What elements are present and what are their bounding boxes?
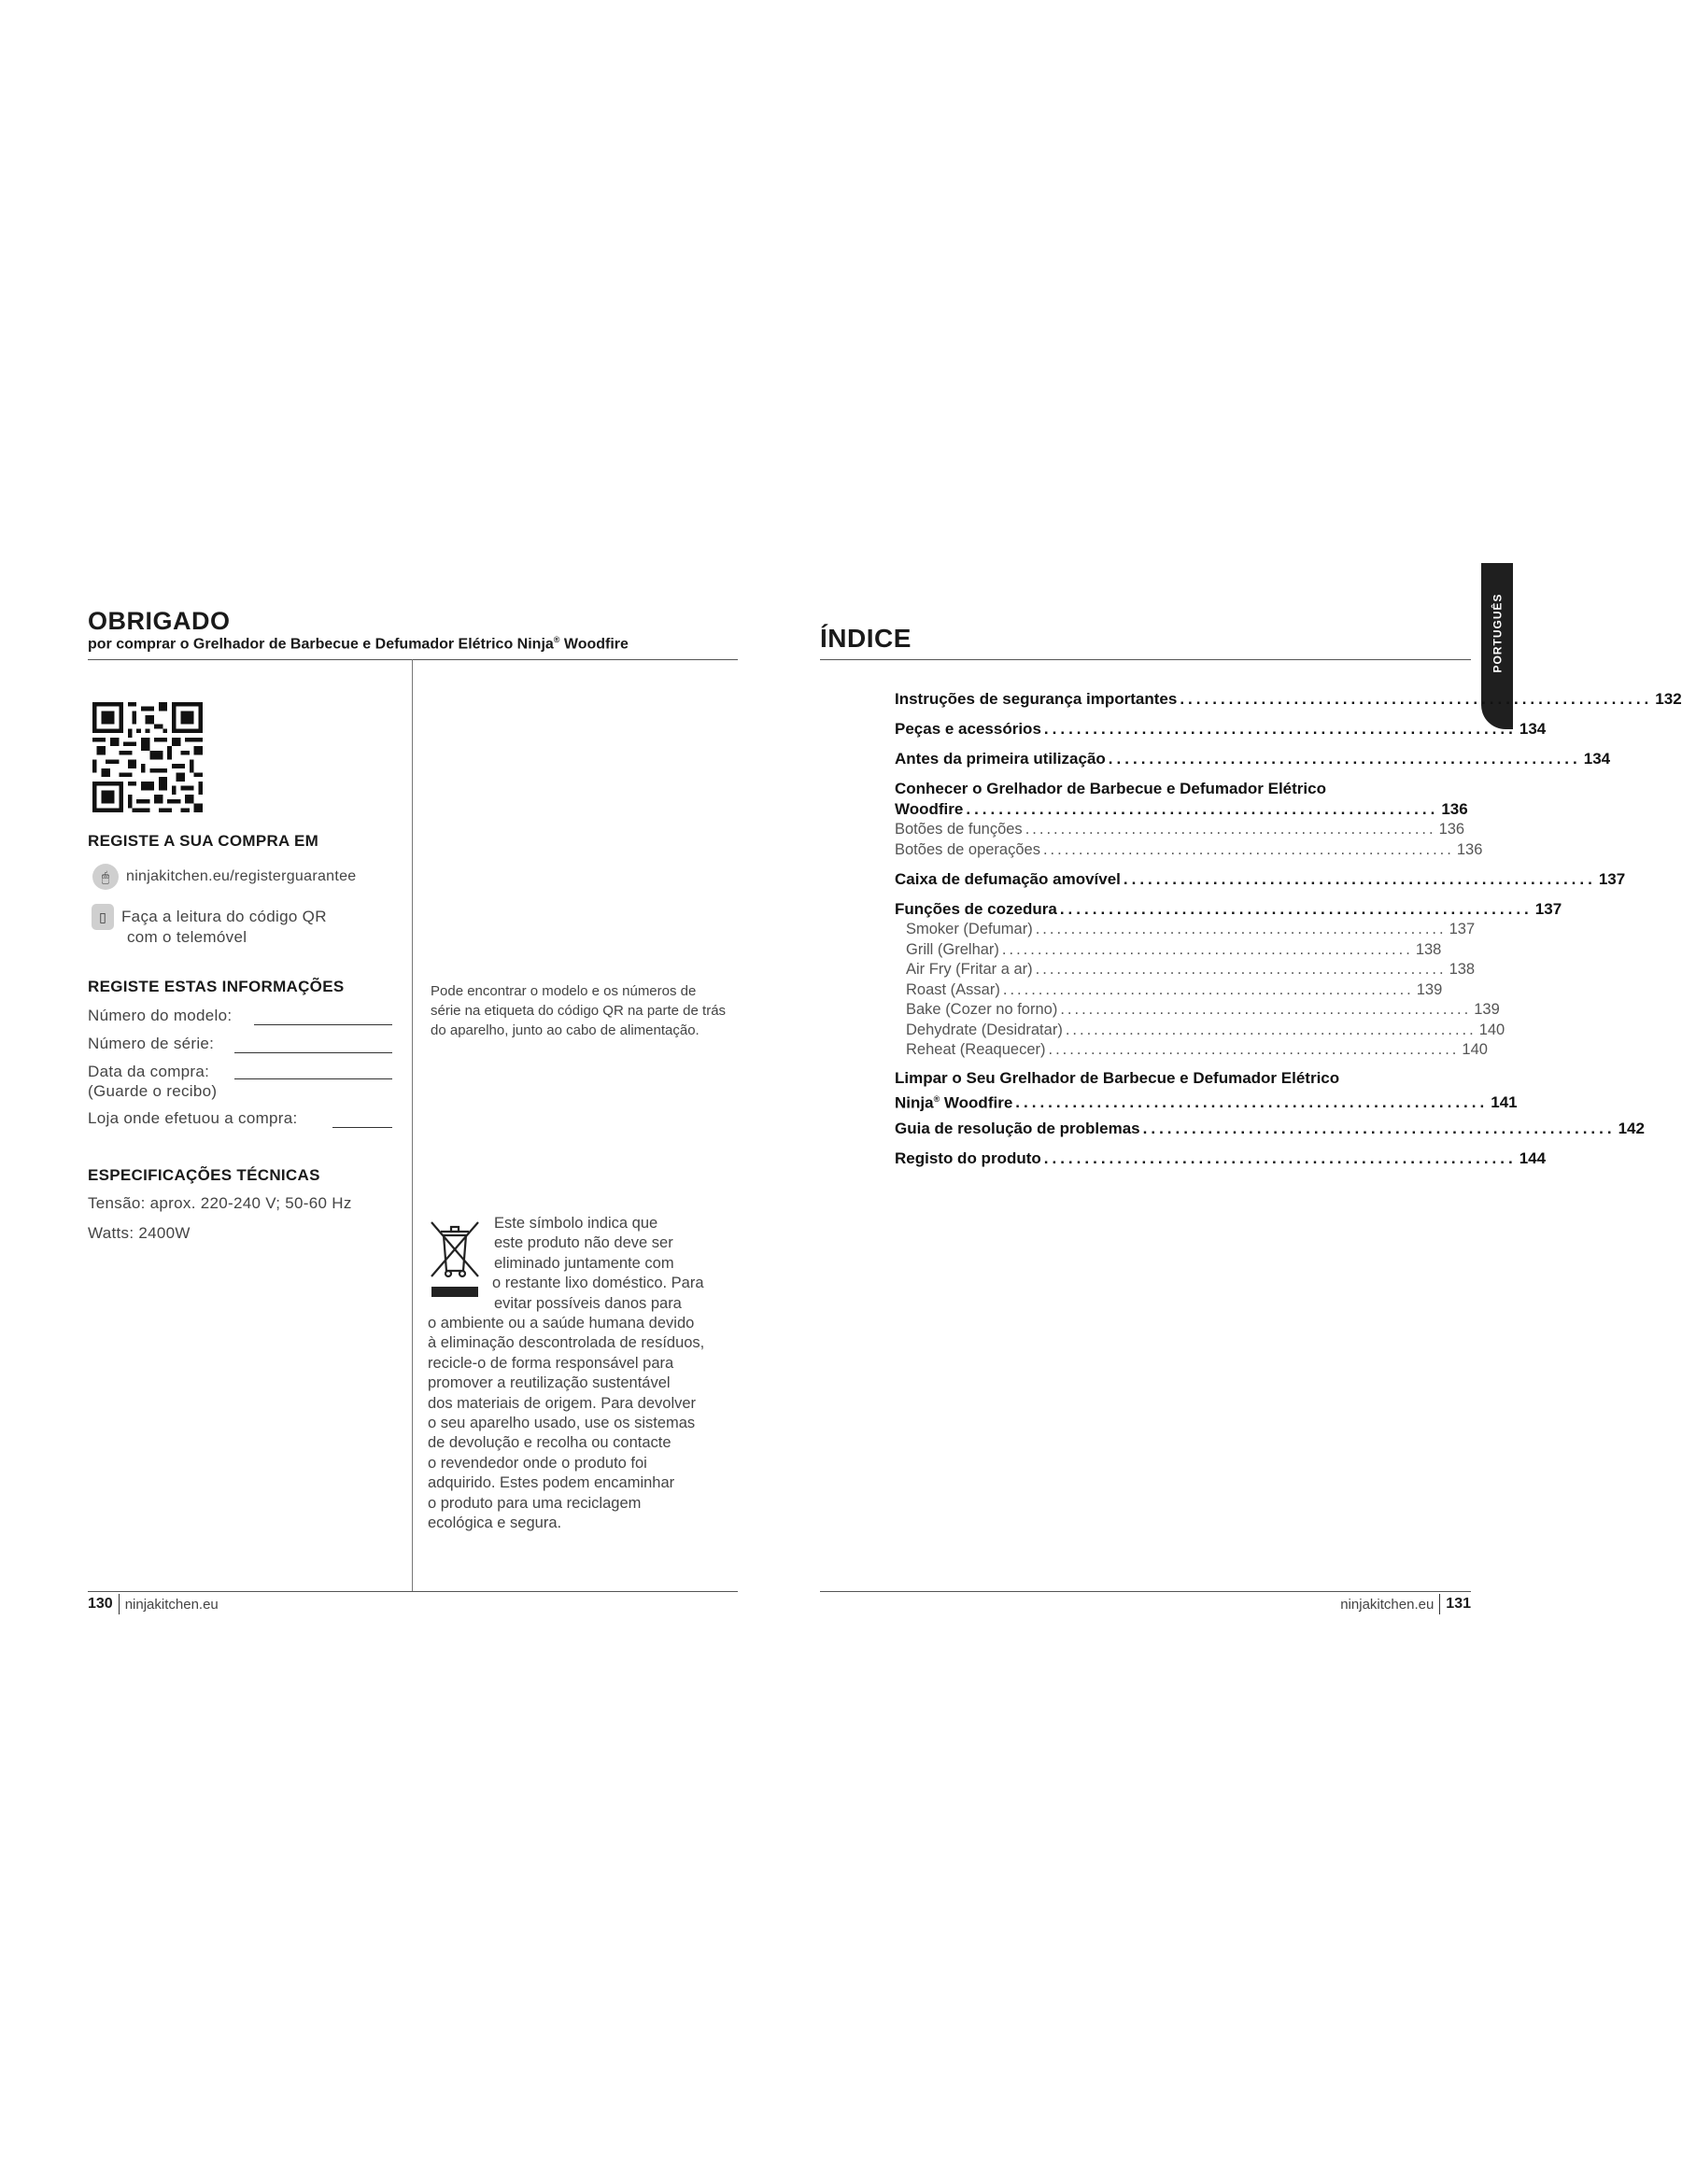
toc-item-safety[interactable]: Instruções de segurança importantes .......................................................... 132	[895, 690, 1682, 708]
page-number: 131	[1446, 1596, 1471, 1612]
footer-divider	[88, 1591, 738, 1592]
toc-item-reheat[interactable]: Reheat (Reaquecer) .......................................................... 140	[906, 1041, 1488, 1058]
toc-item-roast[interactable]: Roast (Assar) .......................................................... 139	[906, 980, 1443, 998]
qr-instruction: ▯ Faça a leitura do código QR com o telemóvel	[92, 904, 327, 947]
model-field[interactable]	[254, 1024, 392, 1025]
toc-item-getting-to-know[interactable]: Woodfire .......................................................... 136	[895, 800, 1468, 818]
phone-icon: ▯	[92, 904, 114, 930]
store-label: Loja onde efetuou a compra:	[88, 1109, 298, 1127]
toc-item-registration[interactable]: Registo do produto .......................................................... 144	[895, 1148, 1547, 1167]
toc-item-parts[interactable]: Peças e acessórios .......................................................... 134	[895, 720, 1547, 738]
divider	[88, 659, 738, 660]
toc-item-smoker[interactable]: Smoker (Defumar) .......................................................... 137	[906, 921, 1476, 937]
toc-item-operating-buttons[interactable]: Botões de operações .......................................................... 136	[895, 840, 1483, 858]
register-url-row	[92, 864, 357, 890]
info-heading: REGISTE ESTAS INFORMAÇÕES	[88, 978, 345, 995]
model-location-note: Pode encontrar o modelo e os números de série na etiqueta do código QR na parte de trás do aparelho, junto ao cabo de alimentação.	[431, 983, 727, 1038]
toc-item-air-fry[interactable]: Air Fry (Fritar a ar) .......................................................... 138	[906, 961, 1476, 978]
page-title: OBRIGADO	[88, 607, 231, 635]
serial-field[interactable]	[234, 1052, 392, 1053]
toc-item-function-buttons[interactable]: Botões de funções .......................................................... 136	[895, 821, 1465, 838]
footer-site-link[interactable]: ninjakitchen.eu	[1340, 1596, 1435, 1613]
watts-spec: Watts: 2400W	[88, 1224, 191, 1242]
weee-text-top: Este símbolo indica que este produto não deve ser eliminado juntamente com o restante lixo doméstico. Para evitar possíveis danos para	[492, 1215, 704, 1312]
model-label: Número do modelo:	[88, 1007, 233, 1024]
store-field[interactable]	[332, 1127, 392, 1128]
divider	[820, 659, 1471, 660]
voltage-spec: Tensão: aprox. 220-240 V; 50-60 Hz	[88, 1194, 352, 1212]
date-label: Data da compra:	[88, 1063, 210, 1080]
date-note: (Guarde o recibo)	[88, 1082, 218, 1100]
toc-item-cleaning[interactable]: Ninja® Woodfire .......................................................... 141	[895, 1093, 1518, 1112]
page-number: 130	[88, 1596, 113, 1612]
toc-item-troubleshooting[interactable]: Guia de resolução de problemas .......................................................... 142	[895, 1119, 1645, 1137]
toc-item-dehydrate[interactable]: Dehydrate (Desidratar) .......................................................... 140	[906, 1021, 1505, 1038]
footer-site-link[interactable]: ninjakitchen.eu	[124, 1596, 219, 1613]
toc-item-smoke-box[interactable]: Caixa de defumação amovível .......................................................... 137	[895, 870, 1626, 888]
toc-item-cleaning-line1[interactable]: Limpar o Seu Grelhador de Barbecue e Defumador Elétrico	[895, 1068, 1340, 1087]
toc-item-grill[interactable]: Grill (Grelhar) .......................................................... 138	[906, 940, 1442, 958]
toc-item-bake[interactable]: Bake (Cozer no forno) .......................................................... 139	[906, 1001, 1500, 1018]
page-subtitle: por comprar o Grelhador de Barbecue e Defumador Elétrico Ninja® Woodfire	[88, 635, 629, 653]
column-divider	[412, 659, 413, 1591]
footer-left	[88, 1594, 219, 1614]
toc-item-cooking-functions[interactable]: Funções de cozedura .......................................................... 137	[895, 900, 1562, 918]
footer-divider	[820, 1591, 1471, 1592]
weee-text-body: o ambiente ou a saúde humana devido à eliminação descontrolada de resíduos, recicle-o de forma responsável para promover a reutilização sustentável dos materiais de origem. Para devolver o seu aparelho usado, use os sistemas de devolução e recolha ou contacte o revendedor onde o produto foi adquirido. Estes podem encaminhar o produto para uma reciclagem ecológica e segura.	[428, 1315, 705, 1532]
language-tab[interactable]: PORTUGUÊS	[1481, 563, 1513, 729]
index-title: ÍNDICE	[820, 624, 912, 653]
weee-bin-icon	[428, 1219, 482, 1299]
register-url[interactable]: ninjakitchen.eu/registerguarantee	[126, 868, 357, 884]
mouse-icon: 🖱	[92, 864, 119, 890]
table-of-contents	[895, 689, 1682, 1169]
specs-heading: ESPECIFICAÇÕES TÉCNICAS	[88, 1166, 320, 1184]
date-field[interactable]	[234, 1078, 392, 1079]
qr-code	[92, 702, 203, 812]
register-heading: REGISTE A SUA COMPRA EM	[88, 832, 319, 850]
footer-right	[1340, 1594, 1471, 1614]
toc-item-before[interactable]: Antes da primeira utilização .......................................................... 134	[895, 750, 1611, 768]
toc-item-getting-to-know-line1[interactable]: Conhecer o Grelhador de Barbecue e Defumador Elétrico	[895, 780, 1326, 797]
serial-label: Número de série:	[88, 1035, 215, 1052]
